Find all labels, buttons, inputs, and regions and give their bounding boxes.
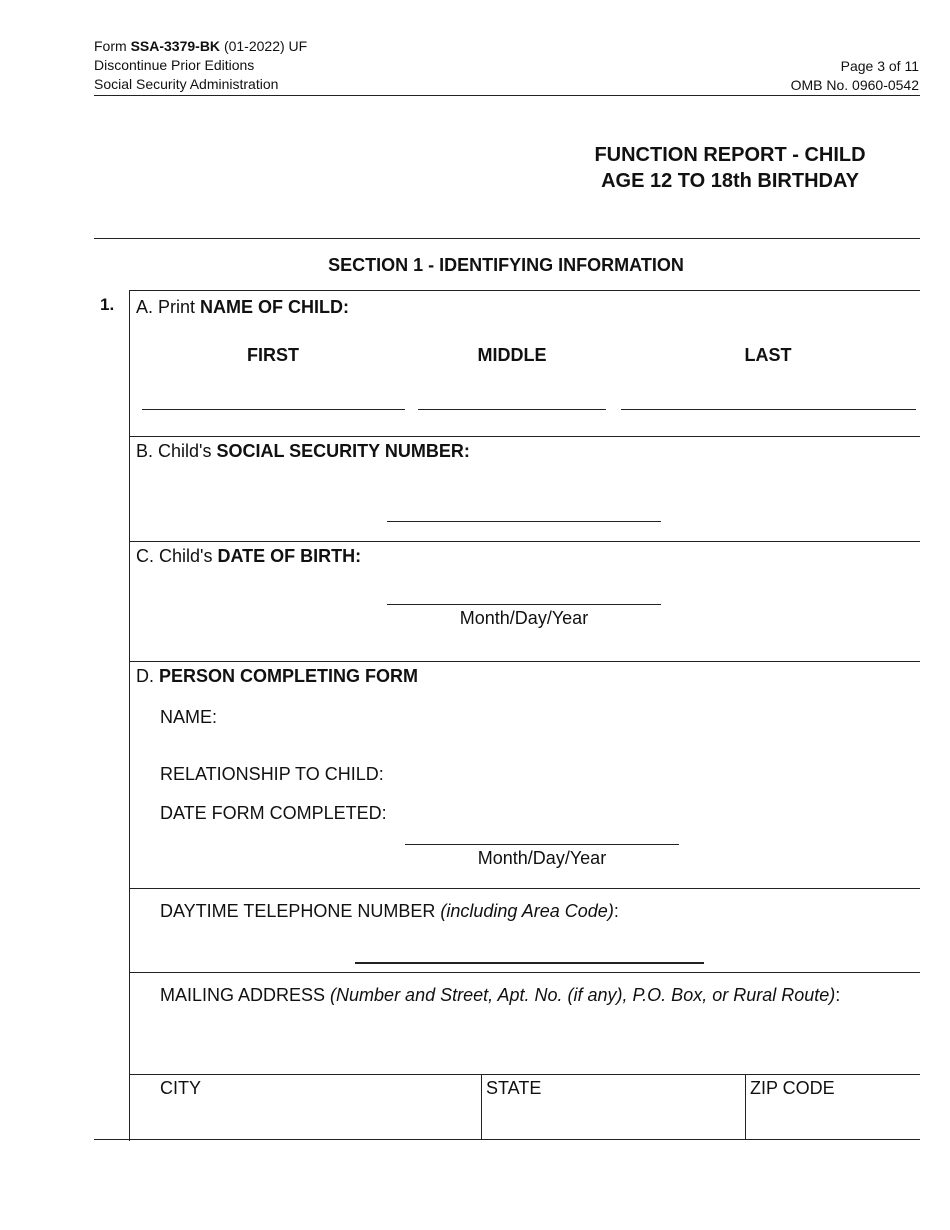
city-state-divider [481, 1074, 482, 1140]
last-name-field[interactable] [621, 409, 916, 410]
part-c-rule [130, 661, 920, 662]
section-bottom-rule [130, 290, 920, 291]
form-number: SSA-3379-BK [130, 38, 221, 54]
part-a-rule [130, 436, 920, 437]
first-name-field[interactable] [142, 409, 405, 410]
ssn-field[interactable] [387, 521, 661, 522]
last-name-heading: LAST [744, 345, 792, 365]
zip-code-field[interactable] [747, 1100, 919, 1138]
date-completed-field[interactable] [405, 844, 679, 845]
date-completed-caption: Month/Day/Year [477, 848, 607, 868]
title-line-1: FUNCTION REPORT - CHILD [594, 144, 866, 166]
section-heading: SECTION 1 - IDENTIFYING INFORMATION [328, 255, 684, 275]
relationship-label: RELATIONSHIP TO CHILD: [160, 764, 384, 784]
form-prefix: Form [94, 38, 127, 54]
omb-number: OMB No. 0960-0542 [790, 77, 919, 93]
zip-code-label: ZIP CODE [750, 1078, 835, 1098]
title-line-2: AGE 12 TO 18th BIRTHDAY [601, 170, 859, 192]
date-of-birth-label: C. Child's DATE OF BIRTH: [136, 546, 362, 566]
person-completing-form-label: D. PERSON COMPLETING FORM [136, 666, 419, 686]
section-top-rule [94, 238, 920, 239]
form-revision: (01-2022) UF [223, 38, 308, 54]
phone-field[interactable] [355, 962, 704, 964]
item-number-bottom-rule [94, 1139, 130, 1140]
form-id [94, 37, 307, 56]
city-label: CITY [160, 1078, 202, 1098]
phone-rule [130, 972, 920, 973]
item-left-border [129, 290, 130, 1141]
part-b-rule [130, 541, 920, 542]
discontinue-note: Discontinue Prior Editions [94, 57, 255, 73]
phone-label: DAYTIME TELEPHONE NUMBER (including Area Code): [160, 901, 619, 921]
mailing-address-label: MAILING ADDRESS (Number and Street, Apt. No. (if any), P.O. Box, or Rural Route): [160, 985, 841, 1005]
state-field[interactable] [483, 1100, 744, 1138]
middle-name-field[interactable] [418, 409, 606, 410]
first-name-heading: FIRST [247, 345, 299, 365]
state-zip-divider [745, 1074, 746, 1140]
header-rule [94, 95, 920, 96]
middle-name-heading: MIDDLE [477, 345, 547, 365]
name-of-child-label: A. Print NAME OF CHILD: [136, 297, 350, 317]
date-of-birth-caption: Month/Day/Year [459, 608, 589, 628]
part-d-rule [130, 888, 920, 889]
page-number: Page 3 of 11 [840, 58, 919, 74]
ssn-label: B. Child's SOCIAL SECURITY NUMBER: [136, 441, 470, 461]
address-rule [130, 1074, 920, 1075]
date-of-birth-field[interactable] [387, 604, 661, 605]
page-title [560, 142, 900, 194]
completer-name-label: NAME: [160, 707, 218, 727]
state-label: STATE [486, 1078, 542, 1098]
agency-name: Social Security Administration [94, 76, 279, 92]
location-bottom-rule [130, 1139, 920, 1140]
city-field[interactable] [131, 1100, 480, 1138]
date-completed-label: DATE FORM COMPLETED: [160, 803, 387, 823]
item-number: 1. [100, 295, 115, 314]
